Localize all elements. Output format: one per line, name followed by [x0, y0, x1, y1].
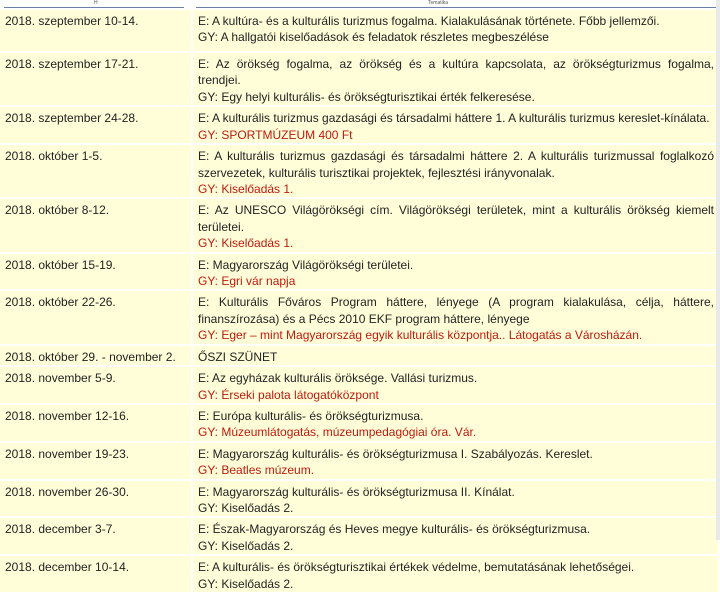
week-date: 2018. szeptember 17-21.	[0, 52, 192, 106]
table-row	[0, 10, 718, 52]
week-topic	[192, 10, 718, 52]
topic-line: E: Az egyházak kulturális öröksége. Vallási turizmus.	[198, 371, 478, 386]
topic-line: E: Észak-Magyarország és Heves megye kulturális- és örökségturizmusa.	[198, 522, 591, 537]
week-topic	[192, 404, 718, 442]
week-topic	[192, 198, 718, 252]
topic-line: E: A kultúra- és a kulturális turizmus fogalma. Kialakulásának története. Főbb jellemzői.	[198, 14, 660, 28]
header-rule-left	[4, 7, 184, 8]
table-row	[0, 480, 718, 518]
week-topic	[192, 52, 718, 106]
week-date: 2018. október 22-26.	[0, 290, 192, 344]
week-topic	[192, 480, 718, 518]
week-date: 2018. szeptember 24-28.	[0, 106, 192, 144]
table-row	[0, 52, 718, 106]
week-topic	[192, 144, 718, 198]
week-date: 2018. november 26-30.	[0, 480, 192, 518]
week-topic	[192, 253, 718, 291]
topic-line: E: Magyarország Világörökségi területei.	[198, 257, 414, 272]
week-topic	[192, 555, 718, 593]
table-row	[0, 106, 718, 144]
table-header	[0, 0, 720, 10]
table-row	[0, 144, 718, 198]
practice-line: GY: Kiselőadás 1.	[198, 236, 294, 251]
table-row	[0, 366, 718, 404]
week-topic	[192, 442, 718, 480]
practice-line: GY: Kiselőadás 1.	[198, 182, 294, 197]
topic-line: GY: Kiselőadás 2.	[198, 538, 294, 553]
topic-line: GY: Egy helyi kulturális- és örökségturisztikai érték felkeresése.	[198, 89, 535, 104]
table-row	[0, 442, 718, 480]
header-rule-right	[196, 7, 716, 8]
header-col-date: H	[94, 0, 98, 6]
week-date: 2018. december 10-14.	[0, 555, 192, 593]
topic-line: ŐSZI SZÜNET	[198, 349, 278, 364]
week-topic	[192, 366, 718, 404]
table-row	[0, 198, 718, 252]
week-topic	[192, 106, 718, 144]
week-date: 2018. október 1-5.	[0, 144, 192, 198]
table-row	[0, 555, 718, 593]
topic-line: E: Kulturális Főváros Program háttere, lényege (A program kialakulása, célja, háttere, finanszírozása) és a Pécs 2010 EKF program háttere, lényege	[198, 295, 714, 326]
topic-line: E: A kulturális- és örökségturisztikai értékek védelme, bemutatásának lehetőségei.	[198, 560, 635, 575]
practice-line: GY: Beatles múzeum.	[198, 463, 315, 478]
topic-line: E: A kulturális turizmus gazdasági és társadalmi háttere 1. A kulturális turizmus kereslet-kínálata.	[198, 111, 710, 126]
topic-line: E: Magyarország kulturális- és örökségturizmusa I. Szabályozás. Kereslet.	[198, 446, 593, 461]
week-date: 2018. október 8-12.	[0, 198, 192, 252]
right-edge	[716, 0, 720, 540]
practice-line: GY: Eger – mint Magyarország egyik kulturális központja.. Látogatás a Városházán.	[198, 328, 643, 343]
topic-line: E: Európa kulturális- és örökségturizmusa.	[198, 408, 424, 423]
week-date: 2018. november 12-16.	[0, 404, 192, 442]
topic-line: E: A kulturális turizmus gazdasági és társadalmi háttere 2. A kulturális turizmussal foglalkozó szervezetek, kulturális turisztikai projektek, fejlesztési irányvonalak.	[198, 149, 714, 180]
schedule-table	[0, 10, 718, 594]
week-date: 2018. október 29. - november 2.	[0, 345, 192, 366]
week-topic	[192, 345, 718, 366]
table-row	[0, 345, 718, 366]
table-row	[0, 290, 718, 344]
practice-line: GY: Egri vár napja	[198, 274, 296, 289]
header-col-topic: Tematika	[428, 0, 449, 6]
topic-line: GY: A hallgatói kiselőadások és feladatok részletes megbeszélése	[198, 30, 549, 45]
week-date: 2018. október 15-19.	[0, 253, 192, 291]
week-date: 2018. szeptember 10-14.	[0, 10, 192, 52]
topic-line: E: Az örökség fogalma, az örökség és a kultúra kapcsolata, az örökségturizmus fogalma, trendjei.	[198, 57, 714, 88]
practice-line: GY: SPORTMÚZEUM 400 Ft	[198, 127, 353, 142]
table-row	[0, 517, 718, 555]
table-row	[0, 404, 718, 442]
topic-line: E: Az UNESCO Világörökségi cím. Világörökségi területek, mint a kulturális örökség kiemelt területei.	[198, 203, 714, 234]
week-topic	[192, 290, 718, 344]
week-topic	[192, 517, 718, 555]
topic-line: GY: Kiselőadás 2.	[198, 500, 294, 515]
week-date: 2018. december 3-7.	[0, 517, 192, 555]
week-date: 2018. november 19-23.	[0, 442, 192, 480]
practice-line: GY: Érseki palota látogatóközpont	[198, 387, 379, 402]
topic-line: GY: Kiselőadás 2.	[198, 576, 294, 591]
practice-line: GY: Múzeumlátogatás, múzeumpedagógiai óra. Vár.	[198, 425, 477, 440]
table-row	[0, 253, 718, 291]
week-date: 2018. november 5-9.	[0, 366, 192, 404]
topic-line: E: Magyarország kulturális- és örökségturizmusa II. Kínálat.	[198, 484, 515, 499]
